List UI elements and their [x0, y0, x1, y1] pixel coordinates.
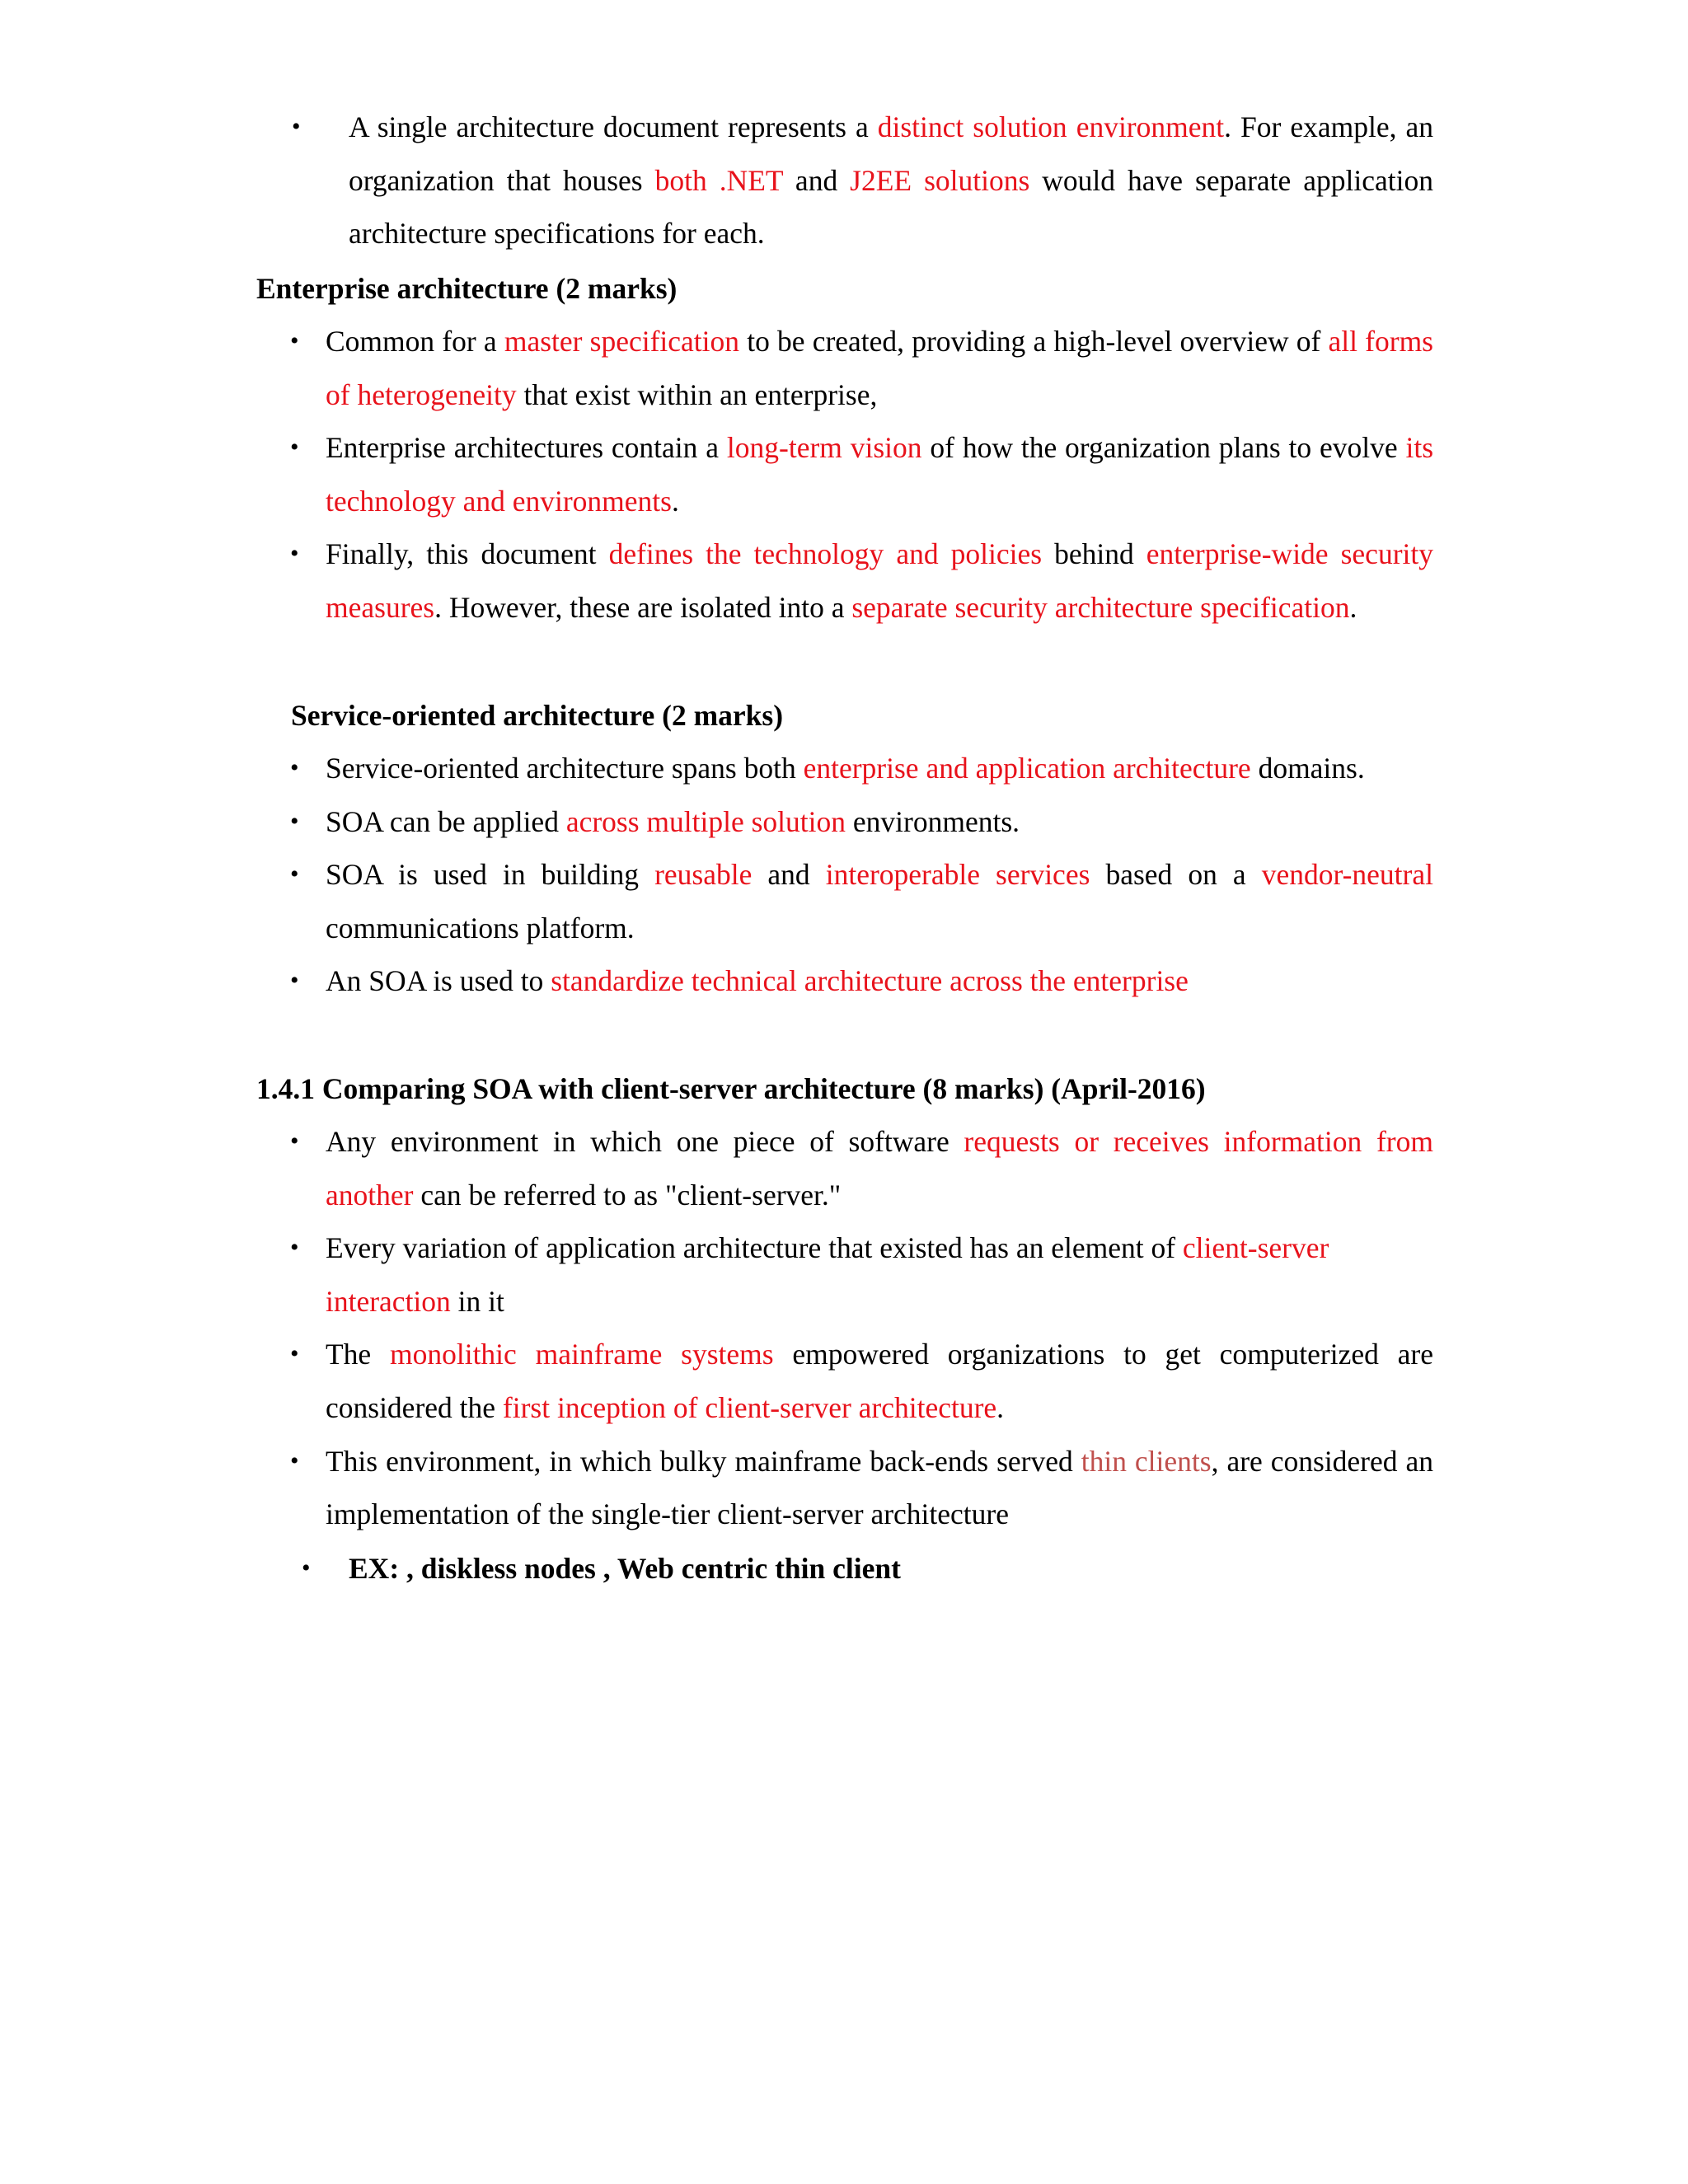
highlighted-text: separate security architecture specification: [851, 590, 1350, 624]
highlighted-text: defines the technology and policies: [608, 537, 1043, 571]
body-text: This environment, in which bulky mainframe back-ends served: [326, 1444, 1081, 1478]
body-text: communications platform.: [326, 911, 635, 944]
bullet-glyph: •: [290, 967, 299, 995]
body-text: in it: [450, 1284, 504, 1318]
body-text: A single architecture document represents a: [349, 110, 878, 143]
highlighted-text: across multiple solution: [565, 804, 846, 838]
bullet-glyph: •: [292, 113, 301, 140]
bullet-item: [290, 795, 1433, 849]
highlighted-text: master specification: [504, 325, 740, 358]
bullet-glyph: •: [290, 860, 299, 888]
body-text: would have separate application architecture specifications for each.: [349, 163, 1433, 251]
body-text: Finally, this document: [326, 537, 609, 571]
comparison-bullet-list: [0, 1115, 1688, 1541]
body-text: . For example, an organization that houses: [349, 110, 1433, 197]
body-text: . However, these are isolated into a: [434, 590, 852, 624]
bullet-item: [290, 527, 1433, 634]
body-text: environments.: [846, 804, 1020, 838]
intro-bullet-list: [0, 101, 1688, 260]
bullet-item: [290, 954, 1433, 1008]
body-text: empowered organizations to get computerized are considered the: [326, 1338, 1433, 1424]
bullet-glyph: •: [290, 1234, 299, 1262]
enterprise-architecture-section: [0, 315, 1688, 635]
body-text: An SOA is used to: [326, 964, 551, 998]
bullet-item: [290, 848, 1433, 954]
example-bullet: [302, 1542, 901, 1596]
body-text: domains.: [1250, 752, 1365, 785]
highlighted-text: long-term vision: [726, 431, 922, 465]
bullet-item: [290, 1435, 1433, 1541]
comparison-section-heading: 1.4.1 Comparing SOA with client-server architecture (8 marks) (April-2016): [256, 1072, 1206, 1105]
bullet-glyph: •: [290, 1446, 299, 1474]
enterprise-bullet-list: [0, 315, 1688, 635]
body-text: Service-oriented architecture spans both: [326, 752, 804, 785]
highlighted-text: all forms of heterogeneity: [326, 325, 1434, 411]
body-text: Common for a: [326, 325, 504, 358]
service-oriented-architecture-section: [0, 742, 1688, 1008]
bullet-glyph: •: [290, 540, 299, 568]
body-text: and: [782, 163, 851, 197]
bullet-item: [292, 101, 1433, 260]
highlighted-text: reusable: [654, 858, 753, 892]
body-text: .: [672, 484, 679, 518]
soa-bullet-list: [0, 742, 1688, 1008]
intro-section: [0, 101, 1688, 260]
example-text: EX: , diskless nodes , Web centric thin client: [349, 1552, 901, 1585]
highlighted-text: distinct solution environment: [877, 110, 1225, 143]
bullet-item: [290, 742, 1433, 795]
highlighted-text: vendor-neutral: [1261, 858, 1433, 892]
enterprise-architecture-heading: Enterprise architecture (2 marks): [256, 272, 678, 305]
body-text: Enterprise architectures contain a: [326, 431, 727, 465]
bullet-item: [290, 315, 1434, 421]
body-text: Any environment in which one piece of software: [326, 1125, 964, 1158]
body-text: to be created, providing a high-level overview of: [739, 325, 1329, 358]
body-text: of how the organization plans to evolve: [921, 431, 1406, 465]
body-text: .: [996, 1390, 1005, 1424]
highlighted-text: interoperable services: [825, 858, 1090, 892]
highlighted-text: enterprise-wide security measures: [326, 537, 1433, 624]
highlighted-text: J2EE solutions: [850, 163, 1030, 197]
bullet-glyph: •: [290, 434, 299, 462]
bullet-item: [290, 1115, 1433, 1221]
body-text: SOA can be applied: [326, 804, 566, 838]
bullet-item: [290, 1221, 1433, 1328]
body-text: based on a: [1090, 858, 1262, 892]
bullet-glyph: •: [290, 327, 299, 354]
bullet-glyph: •: [290, 807, 299, 835]
bullet-glyph: •: [290, 1127, 299, 1155]
body-text: can be referred to as "client-server.": [413, 1178, 842, 1212]
highlighted-text: its technology and environments: [326, 431, 1434, 518]
bullet-glyph: •: [302, 1554, 311, 1582]
bullet-glyph: •: [290, 1340, 299, 1368]
highlighted-text: monolithic mainframe systems: [389, 1338, 774, 1371]
highlighted-text: both .NET: [654, 163, 783, 197]
highlighted-text: standardize technical architecture across the enterprise: [551, 964, 1189, 998]
highlighted-text: thin clients: [1081, 1444, 1212, 1478]
body-text: Every variation of application architecture that existed has an element of: [326, 1231, 1183, 1265]
bullet-item: [290, 421, 1434, 527]
highlighted-text: enterprise and application architecture: [803, 752, 1251, 785]
comparison-section: [0, 1115, 1688, 1541]
bullet-glyph: •: [290, 754, 299, 781]
body-text: .: [1349, 590, 1357, 624]
body-text: The: [326, 1338, 390, 1371]
service-oriented-architecture-heading: Service-oriented architecture (2 marks): [291, 699, 784, 732]
bullet-item: [290, 1328, 1433, 1434]
highlighted-text: first inception of client-server architecture: [502, 1390, 997, 1424]
body-text: , are considered an implementation of the single-tier client-server architecture: [326, 1444, 1433, 1531]
highlighted-text: requests or receives information from another: [326, 1125, 1433, 1212]
body-text: that exist within an enterprise,: [516, 377, 878, 411]
body-text: and: [752, 858, 826, 892]
body-text: behind: [1042, 537, 1146, 571]
highlighted-text: client-server interaction: [326, 1231, 1329, 1318]
body-text: SOA is used in building: [326, 858, 655, 892]
